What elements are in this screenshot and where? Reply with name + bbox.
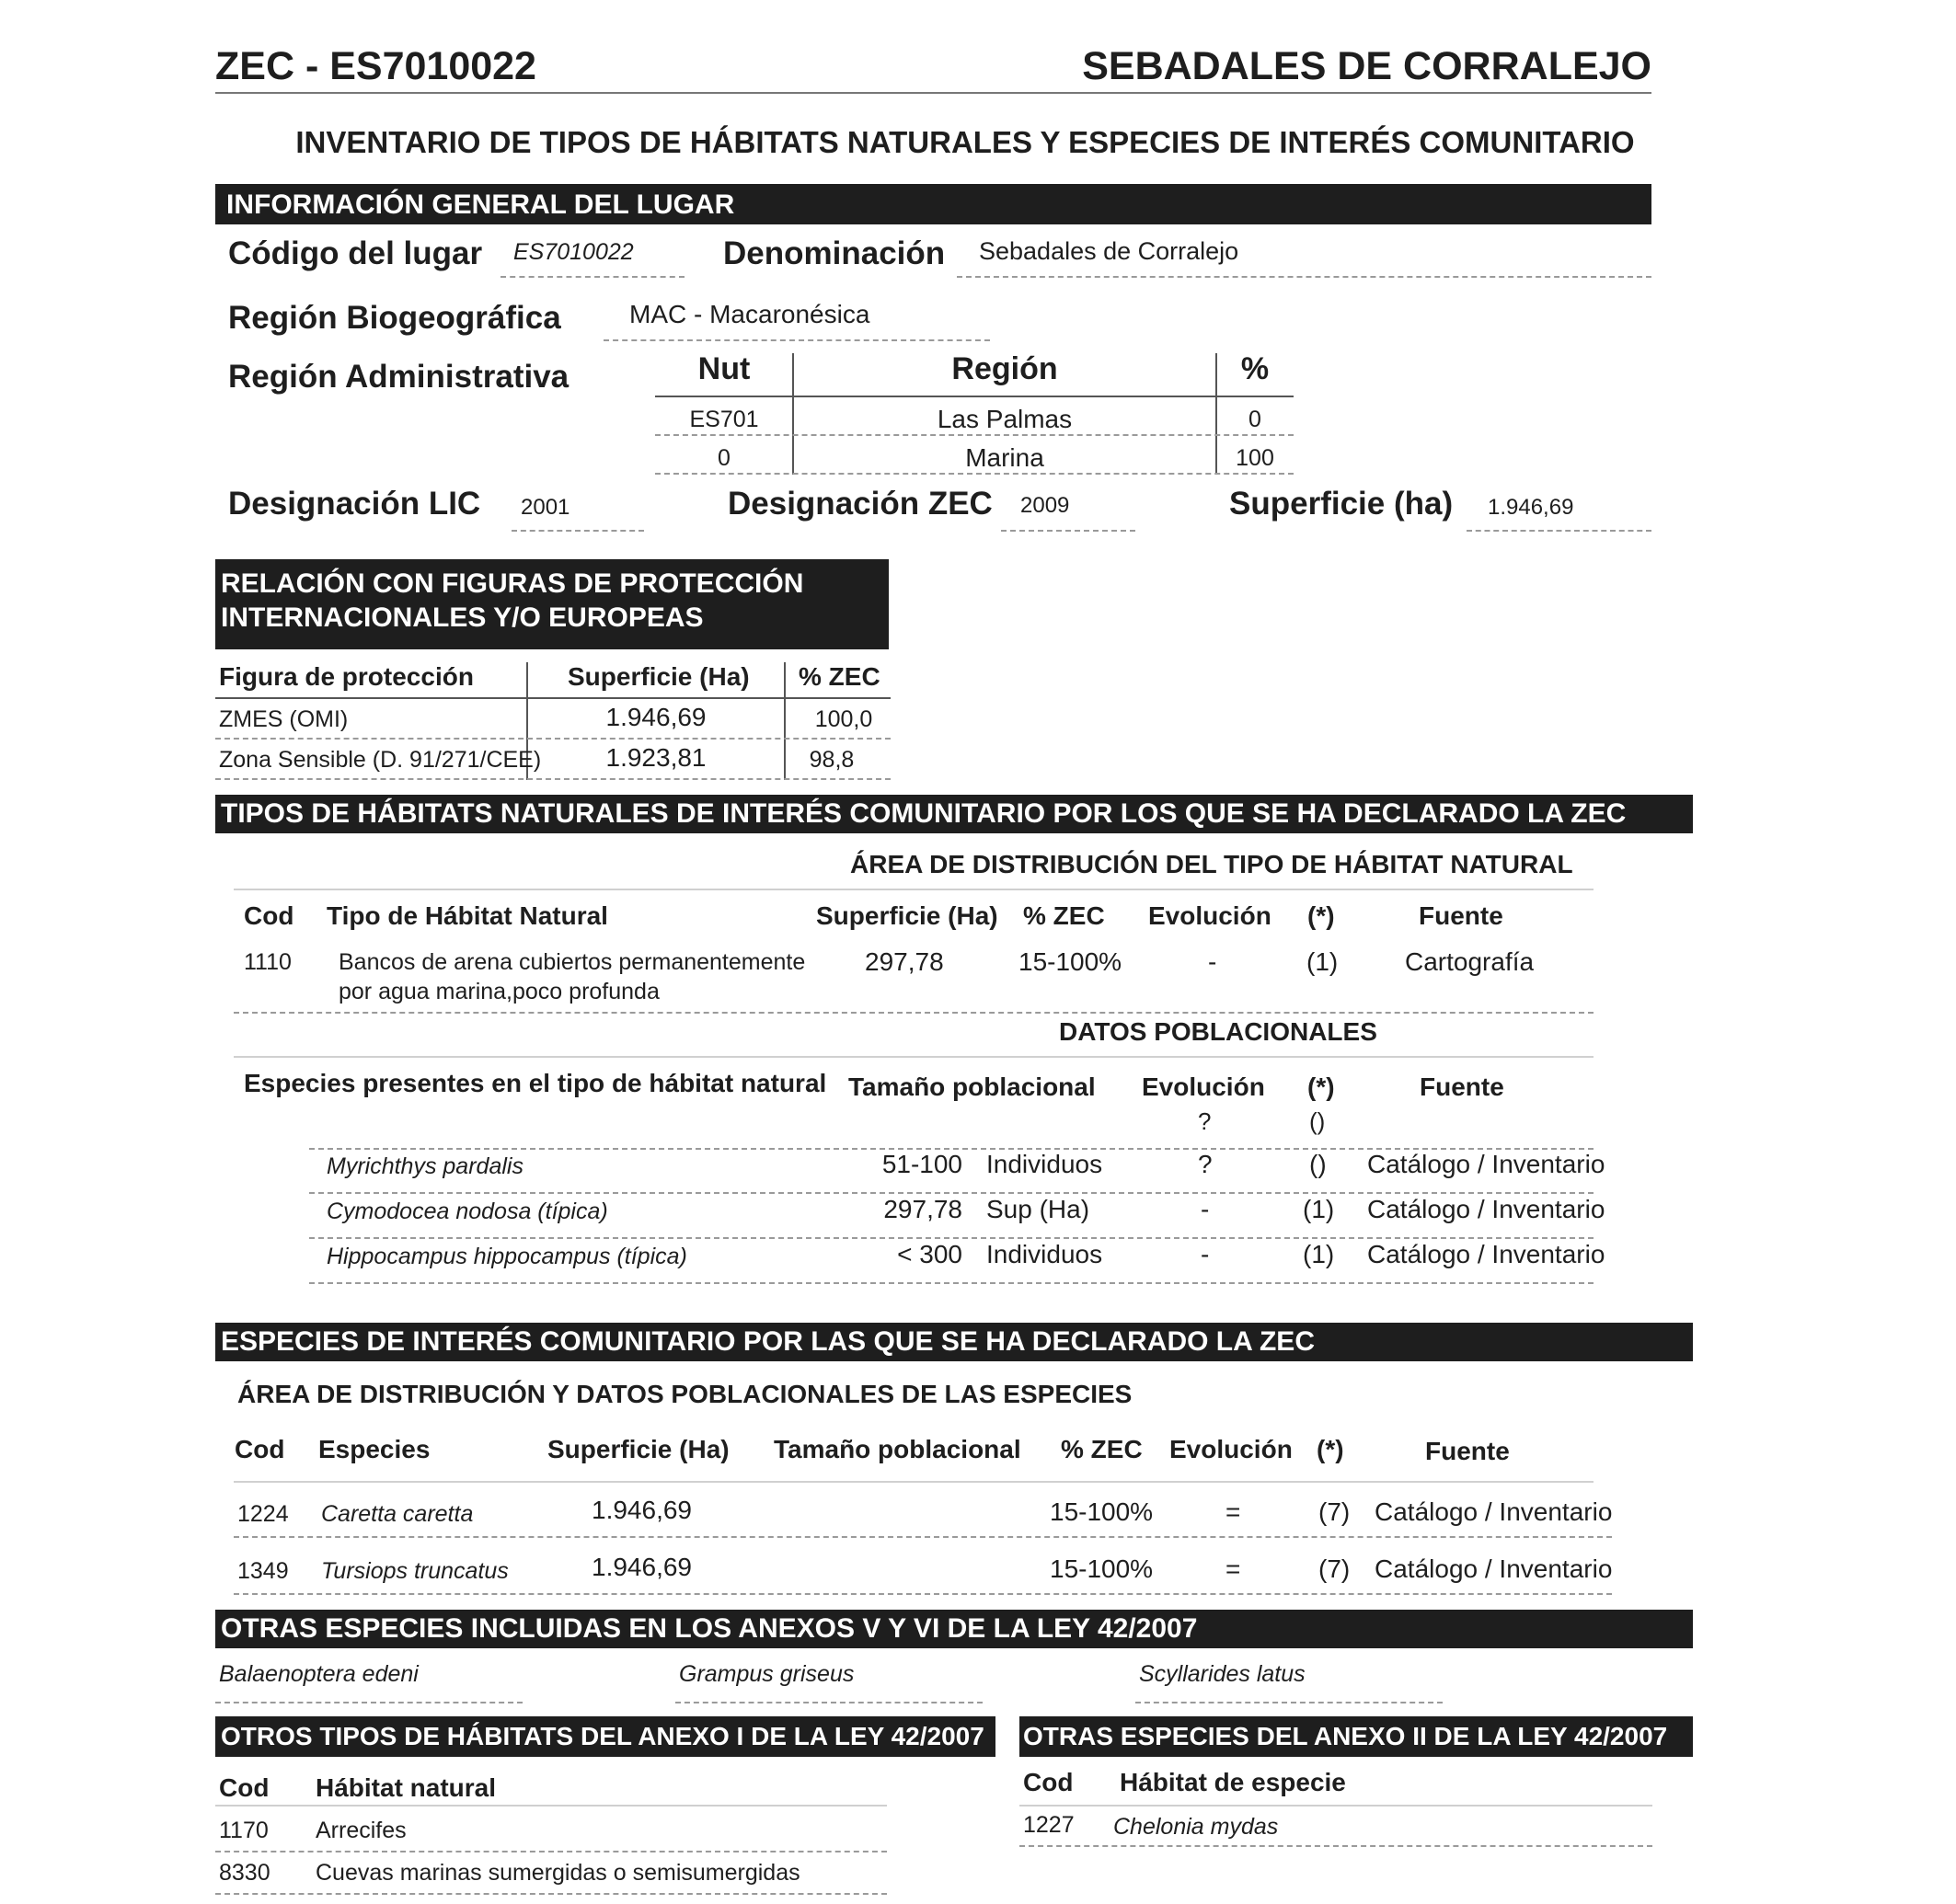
zec-underline [1001,530,1135,532]
proteccion-header-superficie: Superficie (Ha) [568,662,750,691]
habitat-area-rule [234,889,1594,890]
otras-anexo2-bar-label: OTRAS ESPECIES DEL ANEXO II DE LA LEY 42/2007 [1023,1722,1668,1750]
proteccion-row-1-superficie: 1.946,69 [605,703,707,731]
especies-row-2-evol: = [1225,1554,1241,1583]
especies-row-1-name: Caretta caretta [321,1501,474,1527]
especies-bar-label: ESPECIES DE INTERÉS COMUNITARIO POR LAS QUE SE HA DECLARADO LA ZEC [221,1326,1315,1357]
otras-anexos-item-3: Scyllarides latus [1139,1661,1306,1687]
lic-underline [512,530,644,532]
habitat-row-cod: 1110 [244,949,292,975]
proteccion-header-figura: Figura de protección [219,662,474,691]
habitat-header-fuente: Fuente [1419,901,1503,930]
codigo-label: Código del lugar [228,235,483,271]
header-rule [215,92,1651,94]
denominacion-label: Denominación [723,235,946,271]
otros-habitats-row-1-cod: 1170 [219,1818,269,1843]
proteccion-row-2-superficie: 1.923,81 [605,743,707,772]
especies-row-1-sup: 1.946,69 [592,1496,692,1524]
habitat-row-tipo-line1: Bancos de arena cubiertos permanentemente [339,949,806,975]
pop-header-evolucion: Evolución [1142,1072,1265,1101]
otras-anexos-item-3-rule [1135,1702,1443,1703]
pop-header-especies: Especies presentes en el tipo de hábitat natural [244,1069,827,1097]
species-row-1-evol: ? [1198,1150,1213,1178]
species-row-1-fuente: Catálogo / Inventario [1367,1150,1605,1178]
otros-habitats-row-2-cod: 8330 [219,1860,270,1886]
species-row-3-unit: Individuos [986,1240,1103,1268]
especies-row-1-ast: (7) [1318,1497,1351,1526]
denominacion-underline [957,276,1651,278]
species-row-2-name: Cymodocea nodosa (típica) [327,1199,608,1224]
superficie-label: Superficie (ha) [1229,486,1454,522]
region-adm-label: Región Administrativa [228,359,570,395]
especies-row-2-name: Tursiops truncatus [321,1558,509,1584]
otros-habitats-header-cod: Cod [219,1773,270,1802]
region-table-header-region: Región [951,351,1058,386]
region-row-2-rule [655,473,1294,475]
otros-habitats-header-habitat: Hábitat natural [316,1773,497,1802]
habitat-row-rule [234,1012,1594,1014]
otras-anexo2-header-habitat: Hábitat de especie [1120,1768,1346,1796]
especies-row-1-rule [234,1536,1612,1538]
pop-header-evolucion-sub: ? [1198,1107,1212,1135]
proteccion-header-zec: % ZEC [799,662,880,691]
zec-label: Designación ZEC [728,486,993,522]
otras-anexos-item-2: Grampus griseus [679,1661,855,1687]
especies-row-1-fuente: Catálogo / Inventario [1375,1497,1613,1526]
otros-habitats-row-2-habitat: Cuevas marinas sumergidas o semisumergidas [316,1860,800,1886]
species-row-3-rule [309,1282,1594,1284]
habitat-area-title: ÁREA DE DISTRIBUCIÓN DEL TIPO DE HÁBITAT NATURAL [850,850,1573,878]
region-bio-label: Región Biogeográfica [228,300,561,336]
zec-value: 2009 [1020,493,1070,518]
habitat-header-ast: (*) [1307,901,1335,930]
species-row-3-evol: - [1201,1240,1210,1268]
codigo-value: ES7010022 [513,239,634,265]
region-row-1-nut: ES701 [689,407,759,432]
proteccion-row-1-zec: 100,0 [814,706,873,732]
especies-row-2-fuente: Catálogo / Inventario [1375,1554,1613,1583]
species-row-1-ast: () [1309,1150,1327,1178]
region-row-2-pct: 100 [1236,445,1274,471]
species-row-1-rule [309,1192,1594,1194]
species-row-1-name: Myrichthys pardalis [327,1153,524,1179]
habitat-row-tipo-line2: por agua marina,poco profunda [339,979,660,1004]
site-name-title: SEBADALES DE CORRALEJO [1082,44,1651,88]
habitat-header-zec: % ZEC [1023,901,1105,930]
habitat-row-zec: 15-100% [1018,947,1122,976]
superficie-underline [1467,530,1651,532]
general-info-bar-label: INFORMACIÓN GENERAL DEL LUGAR [226,189,735,220]
region-table-header-rule [655,396,1294,397]
region-table-header-pct: % [1240,351,1270,386]
species-row-2-rule [309,1237,1594,1239]
otras-anexo2-header-cod: Cod [1023,1768,1074,1796]
proteccion-header-rule [215,697,891,699]
habitat-header-cod: Cod [244,901,294,930]
region-bio-underline [604,339,990,341]
region-row-2-nut: 0 [718,445,731,471]
especies-row-1-cod: 1224 [237,1501,289,1527]
especies-bar [215,1323,1693,1361]
otras-anexos-bar [215,1610,1693,1648]
otras-anexo2-row-1-rule [1019,1845,1652,1847]
species-row-2-unit: Sup (Ha) [986,1195,1090,1223]
species-row-2-evol: - [1201,1195,1210,1223]
especies-row-2-cod: 1349 [237,1558,289,1584]
superficie-value: 1.946,69 [1488,495,1574,520]
proteccion-row-1-rule [215,738,891,740]
region-row-1-region: Las Palmas [937,405,1073,433]
especies-row-1-evol: = [1225,1497,1241,1526]
region-bio-value: MAC - Macaronésica [629,300,870,328]
especies-header-cod: Cod [235,1435,285,1463]
datos-poblacionales-rule [234,1056,1594,1058]
especies-header-especies: Especies [318,1435,431,1463]
species-row-2-ast: (1) [1303,1195,1335,1223]
proteccion-row-2-figura: Zona Sensible (D. 91/271/CEE) [219,747,542,773]
otras-anexos-bar-label: OTRAS ESPECIES INCLUIDAS EN LOS ANEXOS V Y VI DE LA LEY 42/2007 [221,1613,1198,1644]
lic-value: 2001 [521,495,570,520]
especies-row-1-zec: 15-100% [1050,1497,1154,1526]
species-row-2-fuente: Catálogo / Inventario [1367,1195,1605,1223]
proteccion-row-1-figura: ZMES (OMI) [219,706,349,732]
otros-habitats-bar-label: OTROS TIPOS DE HÁBITATS DEL ANEXO I DE LA LEY 42/2007 [221,1722,984,1750]
habitat-row-evolucion: - [1208,947,1217,976]
region-table-header-nut: Nut [697,351,751,386]
proteccion-bar-line1: RELACIÓN CON FIGURAS DE PROTECCIÓN [221,568,804,599]
especies-row-2-ast: (7) [1318,1554,1351,1583]
proteccion-row-2-rule [215,778,891,780]
proteccion-bar [215,559,889,649]
species-row-1-size: 51-100 [881,1150,962,1178]
datos-poblacionales-title: DATOS POBLACIONALES [1059,1017,1377,1046]
especies-row-2-sup: 1.946,69 [592,1553,692,1581]
codigo-underline [501,276,685,278]
denominacion-value: Sebadales de Corralejo [979,237,1239,265]
pop-header-ast-sub: () [1309,1107,1326,1135]
pop-header-fuente: Fuente [1420,1072,1504,1101]
region-row-2-region: Marina [965,443,1044,472]
otros-habitats-row-1-rule [215,1851,887,1852]
document-subtitle: INVENTARIO DE TIPOS DE HÁBITATS NATURALES Y ESPECIES DE INTERÉS COMUNITARIO [295,125,1635,159]
habitat-header-evolucion: Evolución [1148,901,1271,930]
especies-header-ast: (*) [1317,1435,1344,1463]
otras-anexos-item-1: Balaenoptera edeni [219,1661,419,1687]
otros-habitats-row-2-rule [215,1893,887,1895]
site-code-title: ZEC - ES7010022 [215,44,536,88]
especies-row-2-rule [234,1593,1612,1595]
species-row-3-fuente: Catálogo / Inventario [1367,1240,1605,1268]
habitat-header-superficie: Superficie (Ha) [816,901,998,930]
species-row-1-unit: Individuos [986,1150,1103,1178]
especies-header-zec: % ZEC [1061,1435,1143,1463]
otras-anexo2-row-1-cod: 1227 [1023,1812,1075,1838]
especies-header-rule [234,1481,1594,1483]
otras-anexo2-bar [1019,1716,1693,1757]
proteccion-row-2-zec: 98,8 [809,747,855,773]
otros-habitats-bar [215,1716,995,1757]
especies-header-superficie: Superficie (Ha) [547,1435,730,1463]
region-row-1-rule [655,434,1294,436]
habitats-bar [215,795,1693,833]
habitats-bar-label: TIPOS DE HÁBITATS NATURALES DE INTERÉS COMUNITARIO POR LOS QUE SE HA DECLARADO LA ZEC [221,798,1627,829]
pop-header-ast: (*) [1307,1072,1335,1101]
region-row-1-pct: 0 [1248,407,1261,432]
proteccion-bar-line2: INTERNACIONALES Y/O EUROPEAS [221,602,704,633]
otras-anexo2-header-rule [1019,1805,1652,1807]
species-row-3-name: Hippocampus hippocampus (típica) [327,1244,687,1269]
especies-header-fuente: Fuente [1425,1437,1510,1465]
species-row-3-size: < 300 [897,1240,962,1268]
especies-area-title: ÁREA DE DISTRIBUCIÓN Y DATOS POBLACIONALES DE LAS ESPECIES [237,1380,1133,1408]
especies-row-2-zec: 15-100% [1050,1554,1154,1583]
otras-anexos-item-2-rule [675,1702,983,1703]
habitat-row-ast: (1) [1306,947,1339,976]
species-row-3-ast: (1) [1303,1240,1335,1268]
pop-header-tamano: Tamaño poblacional [848,1072,1096,1101]
especies-header-evolucion: Evolución [1169,1435,1293,1463]
habitat-header-tipo: Tipo de Hábitat Natural [327,901,608,930]
general-info-bar [215,184,1651,224]
species-row-2-size: 297,78 [883,1195,962,1223]
otras-anexos-item-1-rule [215,1702,523,1703]
lic-label: Designación LIC [228,486,481,522]
especies-header-tamano: Tamaño poblacional [774,1435,1021,1463]
habitat-row-superficie: 297,78 [865,947,944,976]
otras-anexo2-row-1-habitat: Chelonia mydas [1113,1814,1279,1840]
otros-habitats-header-rule [215,1805,887,1807]
otros-habitats-row-1-habitat: Arrecifes [316,1818,407,1843]
habitat-row-fuente: Cartografía [1405,947,1535,976]
